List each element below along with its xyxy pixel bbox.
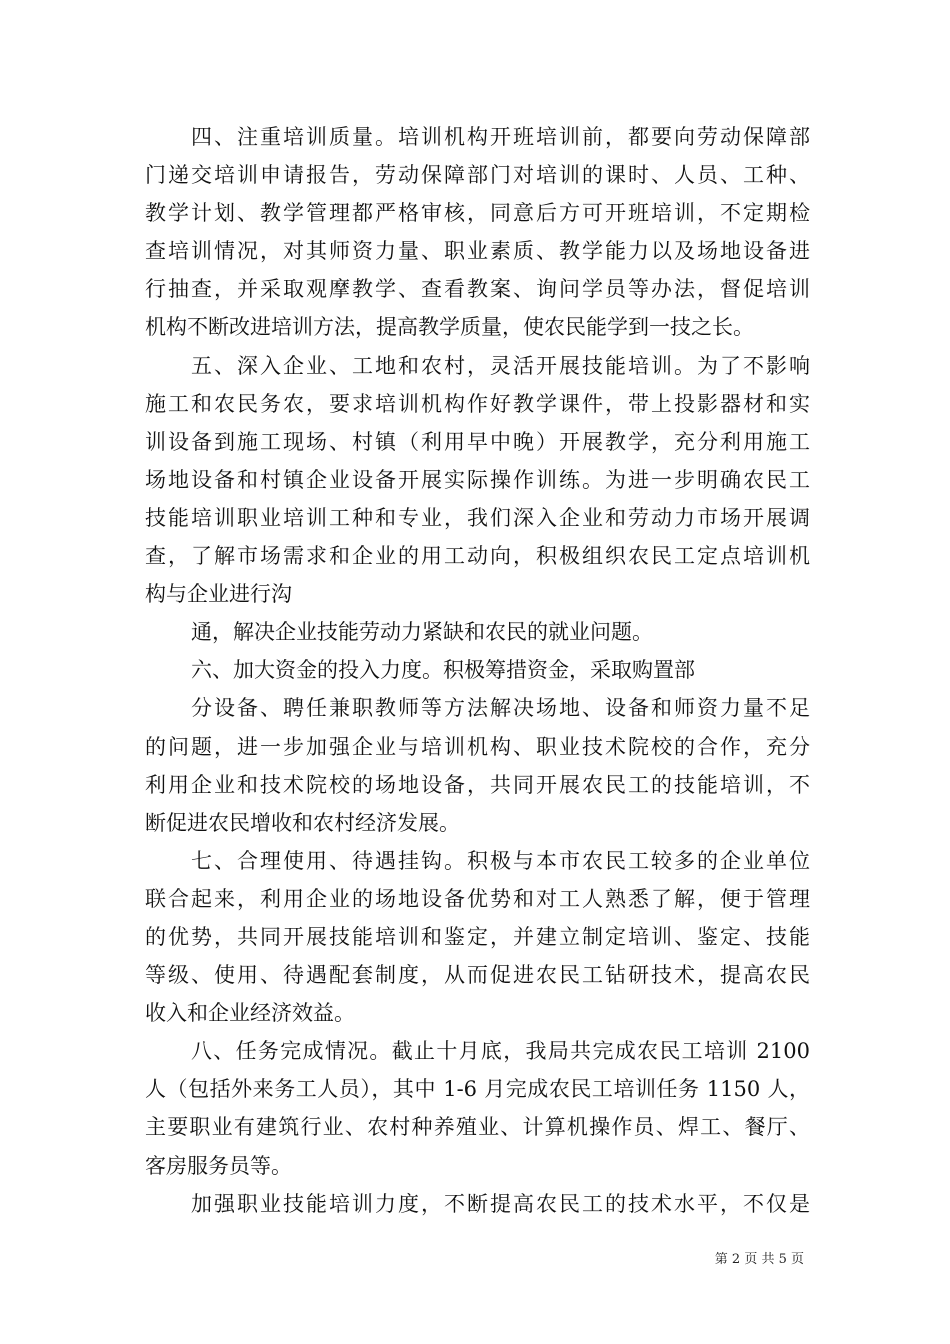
text-line: 训设备到施工现场、村镇（利用早中晚）开展教学，充分利用施工 xyxy=(145,429,810,454)
text-line: 行抽查，并采取观摩教学、查看教案、询问学员等办法，督促培训 xyxy=(145,277,810,302)
text-line: 五、深入企业、工地和农村，灵活开展技能培训。为了不影响 xyxy=(191,353,810,378)
text-line: 断促进农民增收和农村经济发展。 xyxy=(145,810,460,835)
text-line: 技能培训职业培训工种和专业，我们深入企业和劳动力市场开展调 xyxy=(145,505,810,530)
text-line: 六、加大资金的投入力度。积极筹措资金，采取购置部 xyxy=(191,658,695,683)
text-line: 通，解决企业技能劳动力紧缺和农民的就业问题。 xyxy=(191,620,653,645)
page-number-footer: 第 2 页 共 5 页 xyxy=(714,1252,804,1267)
text-line: 门递交培训申请报告，劳动保障部门对培训的课时、人员、工种、 xyxy=(145,163,810,188)
text-line: 构与企业进行沟 xyxy=(145,582,292,607)
text-line: 查，了解市场需求和企业的用工动向，积极组织农民工定点培训机 xyxy=(145,544,810,569)
text-line: 四、注重培训质量。培训机构开班培训前，都要向劳动保障部 xyxy=(191,125,810,149)
text-line: 施工和农民务农，要求培训机构作好教学课件，带上投影器材和实 xyxy=(145,391,810,416)
text-line: 教学计划、教学管理都严格审核，同意后方可开班培训，不定期检 xyxy=(145,201,810,226)
text-line: 加强职业技能培训力度，不断提高农民工的技术水平，不仅是 xyxy=(191,1191,810,1216)
document-body xyxy=(145,118,810,1223)
text-line: 收入和企业经济效益。 xyxy=(145,1001,355,1026)
text-line: 利用企业和技术院校的场地设备，共同开展农民工的技能培训，不 xyxy=(145,772,810,797)
text-line: 客房服务员等。 xyxy=(145,1153,292,1178)
text-line: 分设备、聘任兼职教师等方法解决场地、设备和师资力量不足 xyxy=(191,696,810,721)
text-line: 七、合理使用、待遇挂钩。积极与本市农民工较多的企业单位 xyxy=(191,848,810,873)
text-line: 人（包括外来务工人员），其中 1-6 月完成农民工培训任务 1150 人， xyxy=(145,1077,810,1102)
text-line: 八、任务完成情况。截止十月底，我局共完成农民工培训 2100 xyxy=(191,1039,810,1064)
text-line: 查培训情况，对其师资力量、职业素质、教学能力以及场地设备进 xyxy=(145,239,810,264)
text-line: 场地设备和村镇企业设备开展实际操作训练。为进一步明确农民工 xyxy=(145,467,810,492)
text-line: 主要职业有建筑行业、农村种养殖业、计算机操作员、焊工、餐厅、 xyxy=(145,1115,810,1140)
text-line: 的问题，进一步加强企业与培训机构、职业技术院校的合作，充分 xyxy=(145,734,810,759)
text-line: 的优势，共同开展技能培训和鉴定，并建立制定培训、鉴定、技能 xyxy=(145,924,810,949)
text-line: 等级、使用、待遇配套制度，从而促进农民工钻研技术，提高农民 xyxy=(145,963,810,988)
text-line: 机构不断改进培训方法，提高教学质量，使农民能学到一技之长。 xyxy=(145,315,754,340)
text-line: 联合起来，利用企业的场地设备优势和对工人熟悉了解，便于管理 xyxy=(145,886,810,911)
